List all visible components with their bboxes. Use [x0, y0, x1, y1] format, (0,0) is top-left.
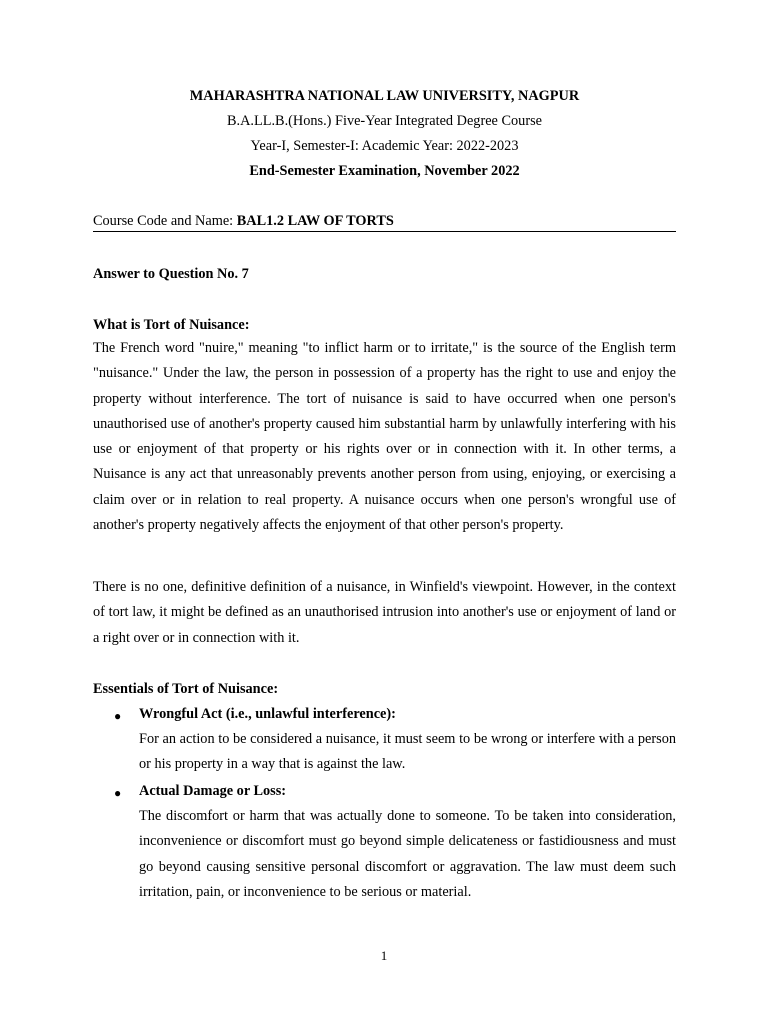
course-title: B.A.LL.B.(Hons.) Five-Year Integrated Degree Course	[227, 113, 542, 129]
course-code-line	[93, 213, 676, 230]
bullet-icon: ●	[114, 786, 122, 800]
nuisance-paragraph-2: There is no one, definitive definition of a nuisance, in Winfield's viewpoint. However, in the context of tort law, it might be defined as an unauthorised intrusion into another's use or enjoyment of land or a right over or in connection with it.	[93, 579, 676, 646]
academic-year: Year-I, Semester-I: Academic Year: 2022-2023	[250, 138, 519, 154]
exam-title: End-Semester Examination, November 2022	[249, 163, 520, 179]
essential-1-title: Wrongful Act (i.e., unlawful interference):	[139, 706, 396, 722]
university-title: MAHARASHTRA NATIONAL LAW UNIVERSITY, NAGPUR	[189, 88, 580, 104]
nuisance-heading: What is Tort of Nuisance:	[93, 317, 250, 333]
header-divider	[93, 231, 676, 232]
bullet-icon: ●	[114, 709, 122, 723]
essential-1-text: For an action to be considered a nuisance, it must seem to be wrong or interfere with a person or his property in a way that is against the law.	[139, 731, 676, 773]
essential-2-text: The discomfort or harm that was actually done to someone. To be taken into consideration, inconvenience or discomfort must go beyond simple delicateness or fastidiousness and must go beyond causing sensitive personal discomfort or aggravation. The law must deem such irritation, pain, or inconvenience to be serious or material.	[139, 808, 676, 900]
course-code-value: BAL1.2 LAW OF TORTS	[236, 213, 394, 229]
essential-2-title: Actual Damage or Loss:	[139, 783, 287, 799]
page-number: 1	[380, 948, 388, 963]
nuisance-paragraph-1: The French word "nuire," meaning "to inflict harm or to irritate," is the source of the English term "nuisance." Under the law, the person in possession of a property has the right to use and enjoy the property without interference. The tort of nuisance is said to have occurred when one person's unauthorised use of another's property caused him substantial harm by unlawfully interfering with his use or enjoyment of that property or his rights over or in connection with it. In other terms, a Nuisance is any act that unreasonably prevents another person from using, enjoying, or exercising a claim over or in relation to real property. A nuisance occurs when one person's wrongful use of another's property negatively affects the enjoyment of that other person's property.	[93, 340, 676, 534]
course-code-label: Course Code and Name:	[93, 213, 237, 229]
answer-heading: Answer to Question No. 7	[93, 266, 249, 282]
essentials-heading: Essentials of Tort of Nuisance:	[93, 681, 279, 697]
